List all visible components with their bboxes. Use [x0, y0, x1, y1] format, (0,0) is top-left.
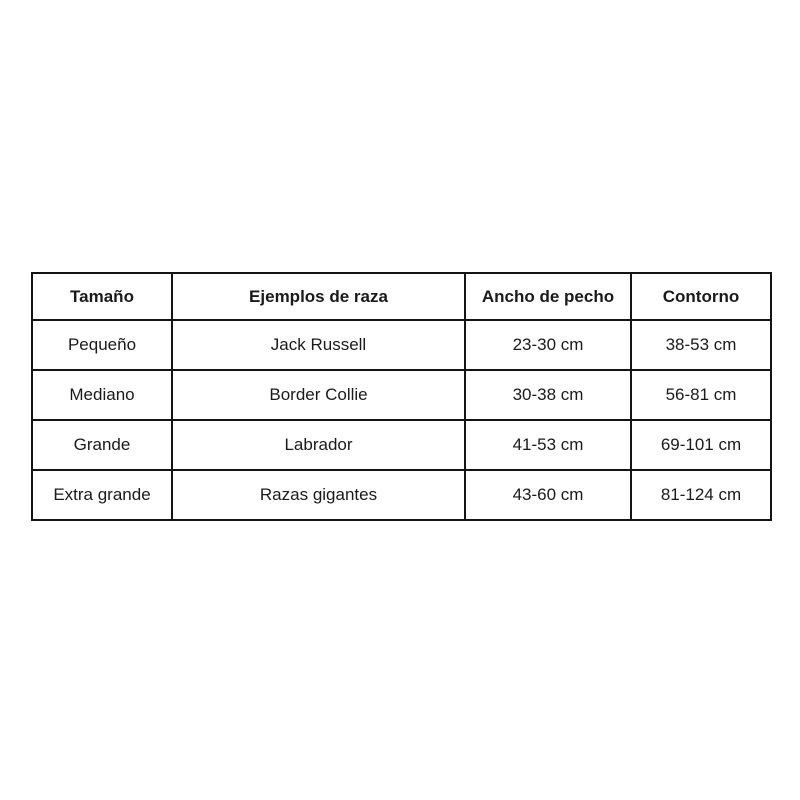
table-cell-girth: 69-101 cm: [631, 420, 771, 470]
table-cell-chest-width: 23-30 cm: [465, 320, 631, 370]
table-row-mediano: [32, 370, 771, 420]
table-cell-breed: Border Collie: [172, 370, 465, 420]
table-cell-girth: 56-81 cm: [631, 370, 771, 420]
table-cell-chest-width: 41-53 cm: [465, 420, 631, 470]
header-row: [32, 273, 771, 320]
table-cell-girth: 38-53 cm: [631, 320, 771, 370]
table-cell-size: Mediano: [32, 370, 172, 420]
header-cell-contorno: Contorno: [631, 273, 771, 320]
header-cell-tamano: Tamaño: [32, 273, 172, 320]
table-cell-size: Pequeño: [32, 320, 172, 370]
table-cell-chest-width: 30-38 cm: [465, 370, 631, 420]
table-cell-breed: Razas gigantes: [172, 470, 465, 520]
size-chart-container: [31, 272, 772, 521]
table-cell-size: Grande: [32, 420, 172, 470]
table-cell-chest-width: 43-60 cm: [465, 470, 631, 520]
header-cell-ancho-de-pecho: Ancho de pecho: [465, 273, 631, 320]
table-cell-size: Extra grande: [32, 470, 172, 520]
table-cell-girth: 81-124 cm: [631, 470, 771, 520]
dog-size-table: [31, 272, 772, 521]
header-cell-ejemplos-de-raza: Ejemplos de raza: [172, 273, 465, 320]
table-cell-breed: Jack Russell: [172, 320, 465, 370]
table-row-extra-grande: [32, 470, 771, 520]
table-row-grande: [32, 420, 771, 470]
table-row-pequeno: [32, 320, 771, 370]
table-cell-breed: Labrador: [172, 420, 465, 470]
